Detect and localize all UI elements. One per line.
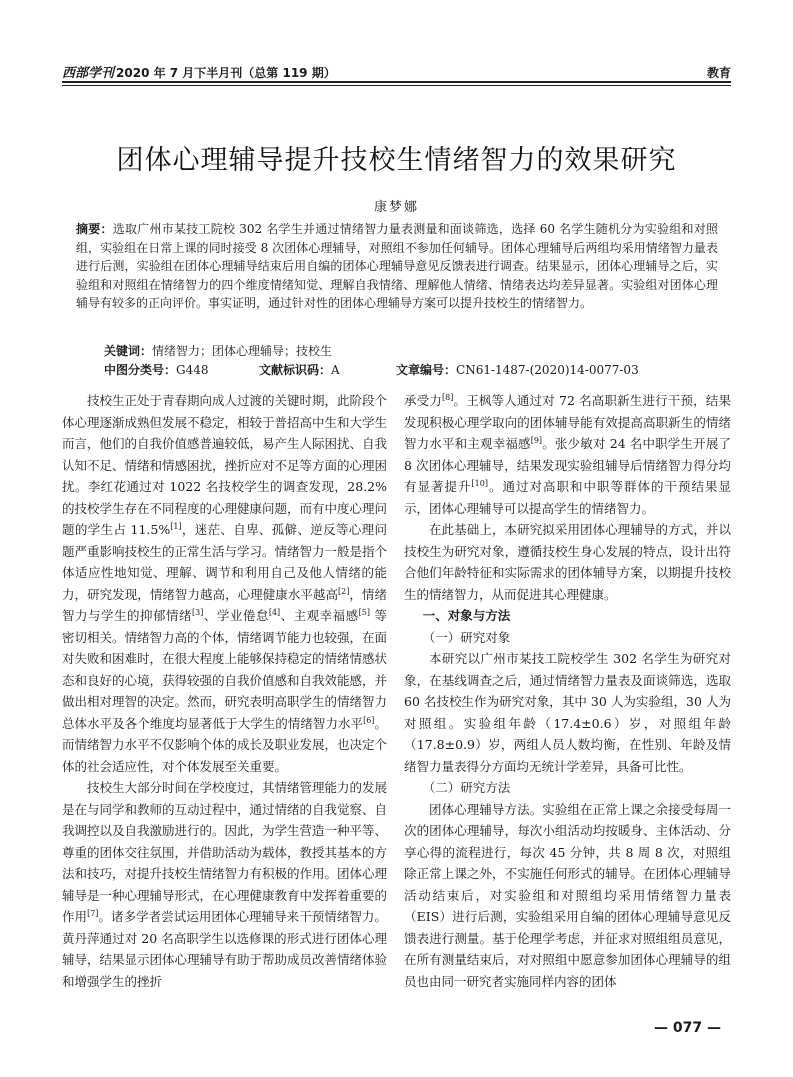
header-rule-thin <box>62 85 731 86</box>
abstract-text: 选取广州市某技工院校 302 名学生并通过情绪智力量表测量和面谈筛选，选择 60 名学生随机分为实验组和对照组，实验组在日常上课的同时接受 8 次团体心理辅导，对照组不参加任何辅导。团体心理辅导后两组均采用情绪智力量表进行后测，实验组在团体心理辅导结束后用自编的团体心理辅导意见反馈表进行调查。结果显示，团体心理辅导之后，实验组和对照组在情绪智力的四个维度情绪知觉、理解自我情绪、理解他人情绪、情绪表达均差异显著。实验组对团体心理辅导有较多的正向评价。事实证明，通过针对性的团体心理辅导方案可以提升技校生的情绪智力。 <box>76 222 718 310</box>
text-span: 技校生正处于青春期向成人过渡的关键时期，此阶段个体心理逐渐成熟但发展不稳定，相较于普招高中生和大学生而言，他们的自我价值感普遍较低，易产生人际困扰、自我认知不足、情绪和情感困扰，挫折应对不足等方面的心理困扰。李红花通过对 1022 名技校学生的调查发现，28.2% 的技校学生存在不同程度的心理健康问题，而有中度心理问题的学生占 11.5% <box>62 393 388 537</box>
text-span: 。王枫等人通过对 72 名高职新生进行干预，结果发现积极心理学取向的团体辅导能有效提高高职新生的情绪智力水平和主观幸福感 <box>404 393 731 451</box>
text-span: 。张少敏对 24 名中职学生开展了 8 次团体心理辅导，结果发现实验组辅导后情绪智力得分均有显著提升 <box>404 436 731 494</box>
citation: [2] <box>338 586 350 596</box>
paragraph <box>62 777 387 992</box>
text-span: 。诸多学者尝试运用团体心理辅导来干预情绪智力。黄丹萍通过对 20 名高职学生以选修课的形式进行团体心理辅导，结果显示团体心理辅导有助于帮助成员改善情绪体验和增强学生的挫折 <box>62 909 388 989</box>
citation: [3] <box>191 607 204 617</box>
keywords-label: 关键词： <box>104 344 153 358</box>
abstract <box>76 220 718 313</box>
text-span: 技校生大部分时间在学校度过，其情绪管理能力的发展是在与同学和教师的互动过程中，通过情绪的自我觉察、自我调控以及自我激励进行的。因此，为学生营造一种平等、尊重的团体交往氛围，并借助活动为载体，教授其基本的方法和技巧，对提升技校生情绪智力有积极的作用。团体心理辅导是一种心理辅导形式，在心理健康教育中发挥着重要的作用 <box>62 780 388 924</box>
citation: [4] <box>268 607 281 617</box>
classification-label: 中图分类号： <box>104 363 177 377</box>
article-number <box>396 362 639 379</box>
paragraph <box>62 390 387 777</box>
paragraph: 在此基础上，本研究拟采用团体心理辅导的方式，并以技校生为研究对象，遵循技校生身心发展的特点，设计出符合他们年龄特征和实际需求的团体辅导方案，以期提升技校生的情绪智力，从而促进其心理健康。 <box>404 522 731 602</box>
citation: [9] <box>530 435 543 445</box>
page-number: — 077 — <box>654 1020 721 1036</box>
paragraph: 团体心理辅导方法。实验组在正常上课之余接受每周一次的团体心理辅导，每次小组活动均按暖身、主体活动、分享心得的流程进行，每次 45 分钟，共 8 周 8 次，对照组除正常上课之外，不实施任何形式的辅导。在团体心理辅导活动结束后，对实验组和对照组均采用情绪智力量表（EIS）进行后测，实验组采用自编的团体心理辅导意见反馈表进行测量。基于伦理学考虑，并征求对照组组员意见，在所有测量结束后，对对照组中愿意参加团体心理辅导的组员也由同一研究者实施同样内容的团体 <box>404 801 731 989</box>
citation: [7] <box>87 908 99 918</box>
paragraph: 本研究以广州市某技工院校学生 302 名学生为研究对象，在基线调查之后，通过情绪智力量表及面谈筛选，选取 60 名技校生作为研究对象，其中 30 人为实验组，30 人为对照组。实验组年龄（17.4±0.6）岁，对照组年龄（17.8±0.9）岁，两组人员人数均衡，在性别、年龄及情绪智力量表得分方面均无统计学差异，具备可比性。 <box>404 651 731 774</box>
keywords-text: 情绪智力；团体心理辅导；技校生 <box>152 344 333 358</box>
text-span: 承受力 <box>404 393 443 408</box>
journal-logo: 西部学刊 <box>62 66 115 81</box>
text-span: ，情绪智力与学生的抑郁情绪 <box>62 586 387 623</box>
classification-value: G448 <box>176 363 209 377</box>
text-span: 、主观幸福感 <box>280 608 359 623</box>
article-number-label: 文章编号： <box>396 363 457 377</box>
citation: [1] <box>170 521 182 531</box>
subsection-heading: （二）研究方法 <box>422 780 511 795</box>
text-span: 、学业倦怠 <box>203 608 269 623</box>
issue-label: 2020 年 7 月下半月刊（总第 119 期） <box>116 66 336 80</box>
running-header <box>62 60 731 82</box>
classification <box>104 362 209 379</box>
left-column <box>62 390 387 992</box>
doc-code <box>259 362 340 379</box>
article-title: 团体心理辅导提升技校生情绪智力的效果研究 <box>116 145 677 176</box>
citation: [5] <box>358 607 370 617</box>
citation: [10] <box>471 478 488 488</box>
text-span: 等密切相关。情绪智力高的个体，情绪调节能力也较强，在面对失败和困难时，在很大程度上能够保持稳定的情绪情感状态和良好的心境，获得较强的自我价值感和自我效能感，并做出相对理智的决定。然而，研究表明高职学生的情绪智力总体水平及各个维度均显著低于大学生的情绪智力水平 <box>62 608 388 731</box>
text-span: 。通过对高职和中职等群体的干预结果显示，团体心理辅导可以提高学生的情绪智力。 <box>404 479 731 516</box>
section-heading: 一、对象与方法 <box>422 608 511 623</box>
author: 康梦娜 <box>373 200 419 215</box>
journal-issue <box>62 62 336 81</box>
abstract-label: 摘要： <box>76 222 113 236</box>
subsection-heading: （一）研究对象 <box>422 629 511 645</box>
doc-code-value: A <box>331 363 340 377</box>
section-label: 教育 <box>706 66 731 80</box>
header-rule <box>62 81 731 83</box>
text-span: 。而情绪智力水平不仅影响个体的成长及职业发展，也决定个体的社会适应性，对个体发展至关重要。 <box>62 715 388 774</box>
citation: [8] <box>442 392 454 402</box>
article-number-value: CN61-1487-(2020)14-0077-03 <box>456 363 639 377</box>
doc-code-label: 文献标识码： <box>259 363 332 377</box>
citation: [6] <box>363 715 375 725</box>
keywords <box>104 343 332 360</box>
text-span: ，迷茫、自卑、孤僻、逆反等心理问题严重影响技校生的正常生活与学习。情绪智力一般是指个体适应性地知觉、理解、调节和利用自己及他人情绪的能力，研究发现，情绪智力越高，心理健康水平越高 <box>62 522 388 602</box>
paragraph <box>404 390 731 519</box>
right-column <box>404 390 731 992</box>
